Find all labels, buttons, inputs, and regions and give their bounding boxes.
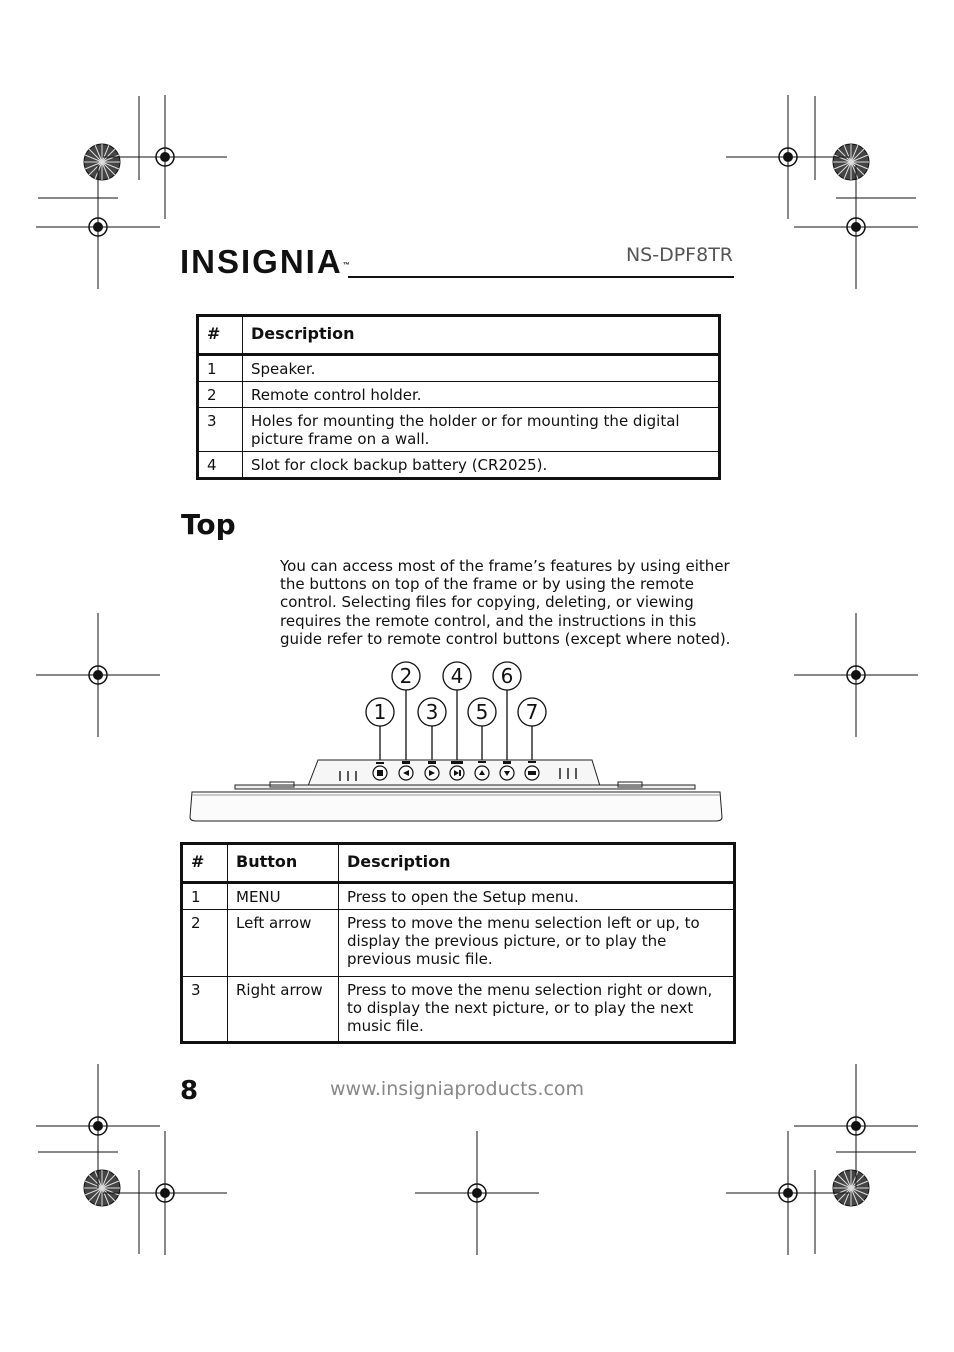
page-number: 8 bbox=[180, 1076, 199, 1106]
col-header-button: Button bbox=[228, 844, 339, 883]
table-row bbox=[198, 408, 720, 452]
trademark: ™ bbox=[342, 262, 350, 269]
col-header-number: # bbox=[198, 316, 243, 355]
callout-label-3: 3 bbox=[425, 700, 439, 724]
brand-logo bbox=[180, 243, 350, 281]
table-header-row bbox=[182, 844, 735, 883]
callout-label-5: 5 bbox=[475, 700, 489, 724]
callout-label-1: 1 bbox=[373, 700, 387, 724]
table-row bbox=[198, 452, 720, 479]
row-description: Holes for mounting the holder or for mounting the digital picture frame on a wall. bbox=[243, 408, 720, 452]
col-header-description: Description bbox=[243, 316, 720, 355]
row-button: Left arrow bbox=[228, 910, 339, 977]
row-number: 3 bbox=[182, 977, 228, 1043]
buttons-table bbox=[180, 842, 736, 1044]
row-button: Right arrow bbox=[228, 977, 339, 1043]
callout-label-7: 7 bbox=[525, 700, 539, 724]
table-row bbox=[182, 910, 735, 977]
table-row bbox=[182, 977, 735, 1043]
footer-url-link[interactable]: www.insigniaproducts.com bbox=[330, 1078, 585, 1100]
header-rule bbox=[348, 276, 734, 278]
row-number: 2 bbox=[182, 910, 228, 977]
row-description: Press to open the Setup menu. bbox=[339, 883, 735, 910]
table-row bbox=[198, 355, 720, 382]
col-header-description: Description bbox=[339, 844, 735, 883]
row-description: Speaker. bbox=[243, 355, 720, 382]
row-description: Press to move the menu selection left or up, to display the previous picture, or to play the previous music file. bbox=[339, 910, 735, 977]
col-header-number: # bbox=[182, 844, 228, 883]
row-number: 3 bbox=[198, 408, 243, 452]
table-row bbox=[198, 382, 720, 408]
callout-label-4: 4 bbox=[450, 664, 464, 688]
row-description: Press to move the menu selection right or down, to display the next picture, or to play the next music file. bbox=[339, 977, 735, 1043]
section-paragraph: You can access most of the frame’s features by using either the buttons on top of the frame or by using the remote control. Selecting files for copying, deleting, or viewing requires the remote control, and the instructions in this guide refer to remote control buttons (except where noted). bbox=[280, 557, 731, 648]
table-row bbox=[182, 883, 735, 910]
row-number: 1 bbox=[182, 883, 228, 910]
row-description: Remote control holder. bbox=[243, 382, 720, 408]
callout-label-2: 2 bbox=[399, 664, 413, 688]
brand-name: INSIGNIA bbox=[180, 243, 343, 280]
frame-top-illustration bbox=[180, 655, 740, 830]
callout-label-6: 6 bbox=[500, 664, 514, 688]
row-number: 2 bbox=[198, 382, 243, 408]
row-number: 1 bbox=[198, 355, 243, 382]
table-header-row bbox=[198, 316, 720, 355]
model-number: NS-DPF8TR bbox=[625, 244, 733, 266]
row-button: MENU bbox=[228, 883, 339, 910]
parts-table bbox=[196, 314, 721, 480]
row-number: 4 bbox=[198, 452, 243, 479]
section-title: Top bbox=[181, 508, 236, 541]
row-description: Slot for clock backup battery (CR2025). bbox=[243, 452, 720, 479]
